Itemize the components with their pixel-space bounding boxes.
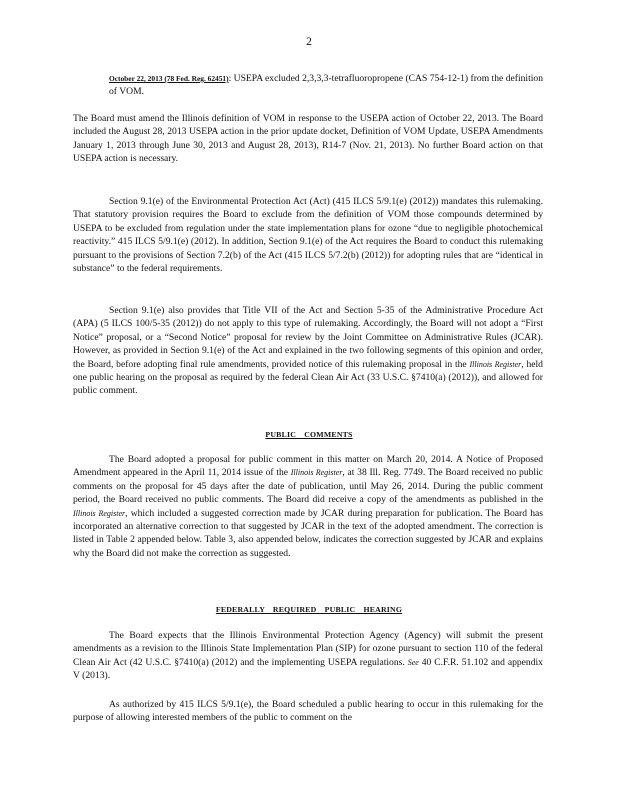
illinois-register-italic: Illinois Register <box>469 359 522 369</box>
federal-register-entry <box>109 72 543 99</box>
paragraph-section-9-1e-mandate <box>73 195 543 275</box>
paragraph-vom-amendment: The Board must amend the Illinois definition of VOM in response to the USEPA action of October 22, 2013. The Board included the August 28, 2013 USEPA action in the prior update docket, Definition of VOM Update, USEPA Amendments January 1, 2013 through June 30, 2013 and August 28, 2013), R14-7 (Nov. 21, 2013). No further Board action on that USEPA action is necessary. <box>73 113 543 165</box>
illinois-register-italic: Illinois Register <box>73 508 126 518</box>
paragraph-public-comments-text-mid: , at 38 Ill. Reg. 7749. The Board received no public comments on the proposal for 45 days after the date of publication, until May 26, 2014. During the public comment period, the Board received no public comments. The Board did receive a copy of the amendments as published in the <box>73 467 544 506</box>
paragraph-public-hearing-authorization-text: As authorized by 415 ILCS 5/9.1(e), the Board scheduled a public hearing to occur in this rulemaking for the purpose of allowing interested members of the public to comment on the <box>73 699 543 724</box>
paragraph-apa-exemption <box>73 304 543 398</box>
paragraph-sip-submission-text: The Board expects that the Illinois Environmental Protection Agency (Agency) will submit the present amendments as a revision to the Illinois State Implementation Plan (SIP) for ozone pursuant to section 110 of the federal Clean Air Act (42 U.S.C. §7410(a) (2012) and the implementing USEPA regulations. <box>73 630 543 668</box>
paragraph-sip-submission <box>73 629 543 683</box>
paragraph-sip-submission-text-end: 40 C.F.R. 51.102 and appendix V (2013). <box>73 656 543 682</box>
paragraph-public-comments-text: The Board adopted a proposal for public comment in this matter on March 20, 2014. A Notice of Proposed Amendment appeared in the April 11, 2014 issue of the <box>73 454 543 479</box>
heading-federally-required-public-hearing: FEDERALLY REQUIRED PUBLIC HEARING <box>215 605 403 614</box>
heading-public-comments: PUBLIC COMMENTS <box>265 430 353 439</box>
page-number: 2 <box>306 36 312 48</box>
paragraph-public-hearing-authorization <box>73 698 543 725</box>
paragraph-public-comments <box>73 453 543 560</box>
paragraph-apa-exemption-text-end: , held one public hearing on the proposal as required by the federal Clean Air Act (33 U.S.C. §7410(a) (2012)), and allowed for public comment. <box>73 358 543 397</box>
see-italic: See <box>407 657 419 667</box>
paragraph-section-9-1e-mandate-text: Section 9.1(e) of the Environmental Protection Act (Act) (415 ILCS 5/9.1(e) (2012)) mandates this rulemaking. That statutory provision requires the Board to exclude from the definition of VOM those compounds determined by USEPA to be excluded from regulation under the state implementation plans for ozone “due to negligible photochemical reactivity.” 415 ILCS 5/9.1(e) (2012). In addition, Section 9.1(e) of the Act requires the Board to conduct this rulemaking pursuant to the provisions of Section 7.2(b) of the Act (415 ILCS 5/7.2(b) (2012)) for adopting rules that are “identical in substance” to the federal requirements. <box>73 196 543 275</box>
illinois-register-italic: Illinois Register <box>290 468 343 478</box>
paragraph-public-comments-text-end: , which included a suggested correction made by JCAR during preparation for publication. The Board has incorporated an alternative correction to that suggested by JCAR in the text of the adopted amendment. The correction is listed in Table 2 appended below. Table 3, also appended below, indicates the correction suggested by JCAR and explains why the Board did not make the correction as suggested. <box>73 507 544 559</box>
paragraph-apa-exemption-text: Section 9.1(e) also provides that Title VII of the Act and Section 5-35 of the Administrative Procedure Act (APA) (5 ILCS 100/5-35 (2012)) do not apply to this type of rulemaking. Accordingly, the Board will not adopt a “First Notice” proposal, or a “Second Notice” proposal for review by the Joint Committee on Administrative Rules (JCAR). However, as provided in Section 9.1(e) of the Act and explained in the two following segments of this opinion and order, the Board, before adopting final rule amendments, provided notice of this rulemaking proposal in the <box>73 305 543 370</box>
federal-register-text: : USEPA excluded 2,3,3,3-tetrafluoropropene (CAS 754-12-1) from the definition of VOM. <box>109 73 543 98</box>
federal-register-citation: October 22, 2013 (78 Fed. Reg. 62451) <box>109 74 229 83</box>
